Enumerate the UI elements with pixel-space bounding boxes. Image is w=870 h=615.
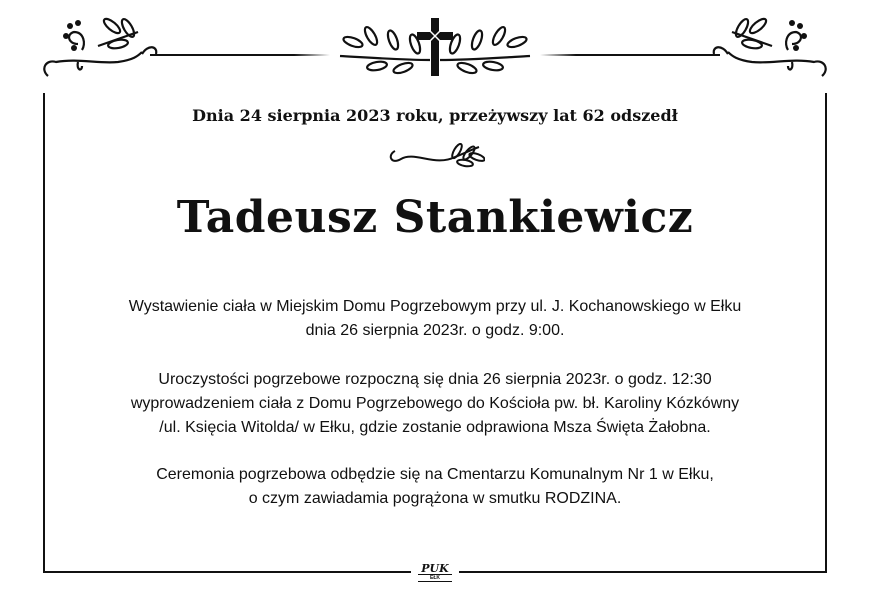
deceased-name: Tadeusz Stankiewicz — [176, 192, 694, 243]
logo-main-text: PUK — [421, 562, 449, 575]
text-line: /ul. Księcia Witolda/ w Ełku, gdzie zostanie odprawiona Msza Święta Żałobna. — [159, 419, 711, 436]
paragraph-ceremony — [0, 368, 870, 440]
paragraph-viewing — [0, 295, 870, 343]
puk-logo — [414, 563, 456, 582]
notice-header: Dnia 24 sierpnia 2023 roku, przeżywszy lat 62 odszedł — [192, 106, 678, 125]
cross-with-laurel-icon — [335, 14, 535, 80]
frame-border-bottom — [43, 571, 411, 573]
text-line: wyprowadzeniem ciała z Domu Pogrzebowego do Kościoła pw. bł. Karoliny Kózkówny — [130, 395, 740, 412]
floral-flourish-icon — [712, 14, 832, 84]
frame-border-bottom — [459, 571, 827, 573]
floral-flourish-icon — [38, 14, 158, 84]
top-divider-line — [150, 54, 330, 56]
leaf-branch-icon — [385, 143, 485, 173]
text-line: dnia 26 sierpnia 2023r. o godz. 9:00. — [305, 322, 565, 339]
logo-sub-text: EŁK — [418, 574, 452, 582]
text-line: o czym zawiadamia pogrążona w smutku RODZINA. — [248, 490, 622, 507]
text-line: Uroczystości pogrzebowe rozpoczną się dnia 26 sierpnia 2023r. o godz. 12:30 — [158, 371, 712, 388]
text-line: Wystawienie ciała w Miejskim Domu Pogrzebowym przy ul. J. Kochanowskiego w Ełku — [128, 298, 742, 315]
text-line: Ceremonia pogrzebowa odbędzie się na Cmentarzu Komunalnym Nr 1 w Ełku, — [156, 466, 714, 483]
paragraph-burial — [0, 463, 870, 511]
top-divider-line — [540, 54, 720, 56]
